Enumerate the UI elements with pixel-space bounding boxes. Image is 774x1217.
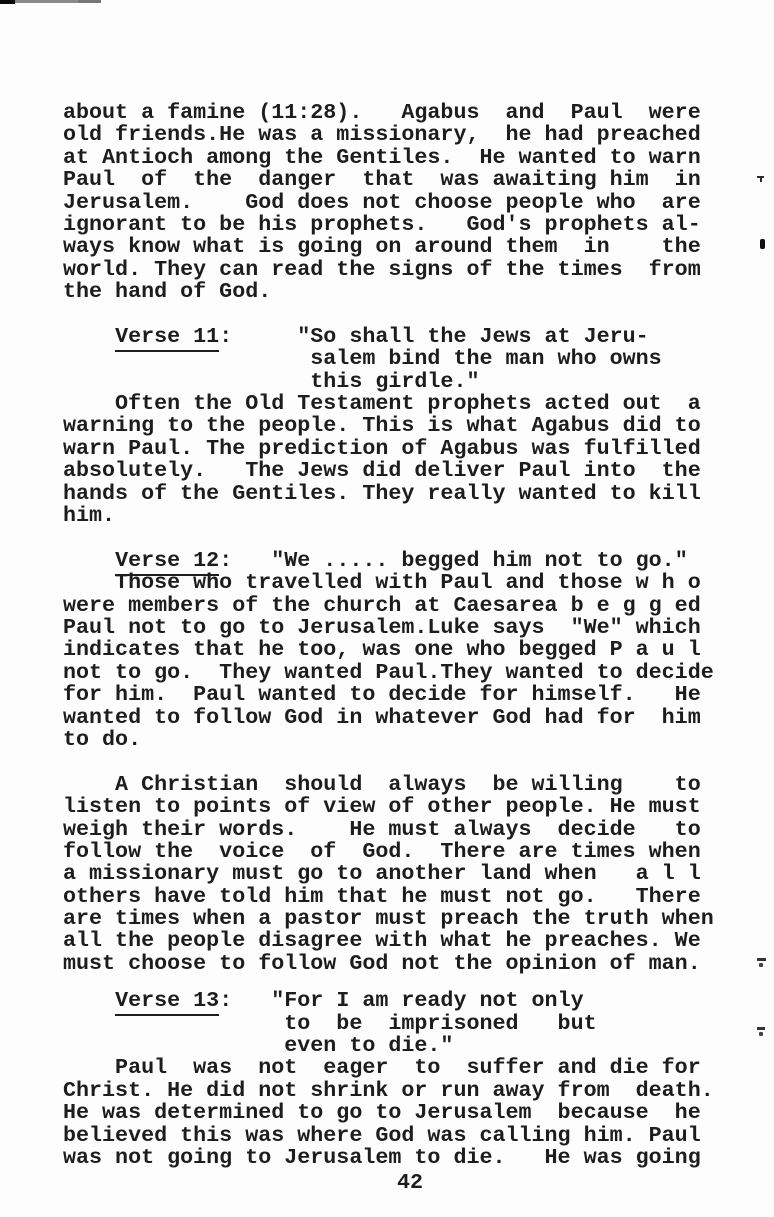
text-line: ignorant to be his prophets. God's prophets al- bbox=[63, 211, 701, 237]
paragraph-block bbox=[63, 102, 714, 304]
text-line: not to go. They wanted Paul.They wanted to decide bbox=[63, 659, 714, 685]
text-line: to be imprisoned but bbox=[63, 1010, 597, 1036]
verse-indent bbox=[63, 548, 115, 573]
verse-label: Verse 12 bbox=[115, 548, 219, 576]
text-line: this girdle." bbox=[63, 368, 480, 394]
scan-artifact-top-bar-black bbox=[0, 0, 15, 4]
text-line: weigh their words. He must always decide to bbox=[63, 816, 701, 842]
text-line: believed this was where God was calling him. Paul bbox=[63, 1122, 701, 1148]
verse-indent bbox=[63, 988, 115, 1013]
text-line: for him. Paul wanted to decide for himself. He bbox=[63, 682, 701, 708]
text-line: at Antioch among the Gentiles. He wanted to warn bbox=[63, 144, 701, 170]
verse-heading bbox=[63, 323, 714, 349]
page-text bbox=[63, 102, 714, 1169]
scan-artifact-margin-mark bbox=[760, 178, 762, 182]
text-line: even to die." bbox=[63, 1033, 454, 1059]
text-line: a missionary must go to another land when a l l bbox=[63, 861, 701, 887]
paragraph-block bbox=[63, 771, 714, 976]
text-line: was not going to Jerusalem to die. He was going bbox=[63, 1144, 701, 1170]
scan-artifact-margin-mark bbox=[759, 1032, 763, 1036]
text-line: Paul was not eager to suffer and die for bbox=[63, 1055, 701, 1081]
verse-indent bbox=[63, 324, 115, 349]
text-line: salem bind the man who owns bbox=[63, 346, 662, 372]
text-line: Often the Old Testament prophets acted out a bbox=[63, 391, 701, 417]
text-line: Paul of the danger that was awaiting him in bbox=[63, 167, 701, 193]
scan-artifact-top-bar-gray bbox=[15, 0, 78, 3]
text-line: are times when a pastor must preach the truth when bbox=[63, 906, 714, 932]
page-number: 42 bbox=[397, 1170, 424, 1195]
scan-artifact-top-bar-gray-2 bbox=[78, 0, 101, 3]
text-line: Those who travelled with Paul and those w h o bbox=[63, 570, 701, 596]
text-line: Paul not to go to Jerusalem.Luke says "We" which bbox=[63, 614, 701, 640]
verse-label: Verse 11 bbox=[115, 324, 219, 352]
text-line: Christ. He did not shrink or run away from death. bbox=[63, 1077, 714, 1103]
verse-heading bbox=[63, 990, 714, 1012]
text-line: old friends.He was a missionary, he had preached bbox=[63, 122, 701, 148]
text-line: listen to points of view of other people. He must bbox=[63, 794, 701, 820]
text-line: absolutely. The Jews did deliver Paul into the bbox=[63, 458, 701, 484]
text-line: were members of the church at Caesarea b e g g ed bbox=[63, 592, 701, 618]
text-line: warning to the people. This is what Agabus did to bbox=[63, 413, 701, 439]
verse-block bbox=[63, 323, 714, 529]
scan-artifact-margin-mark bbox=[759, 963, 763, 967]
text-line: to do. bbox=[63, 726, 142, 752]
verse-heading-rest: : "We ..... begged him not to go." bbox=[219, 547, 688, 573]
scan-artifact-margin-mark bbox=[757, 958, 766, 961]
verse-block bbox=[63, 547, 714, 752]
text-line: He was determined to go to Jerusalem because he bbox=[63, 1100, 701, 1126]
text-line: about a famine (11:28). Agabus and Paul were bbox=[63, 100, 701, 125]
text-line: world. They can read the signs of the times from bbox=[63, 256, 701, 282]
text-line: warn Paul. The prediction of Agabus was fulfilled bbox=[63, 435, 701, 461]
scan-artifact-margin-mark bbox=[757, 1027, 765, 1030]
text-line: wanted to follow God in whatever God had for him bbox=[63, 704, 701, 730]
text-line: follow the voice of God. There are times when bbox=[63, 838, 701, 864]
text-line: others have told him that he must not go. There bbox=[63, 883, 701, 909]
text-line: all the people disagree with what he preaches. We bbox=[63, 928, 701, 954]
text-line: indicates that he too, was one who begged P a u l bbox=[63, 637, 701, 663]
text-line: ways know what is going on around them in the bbox=[63, 234, 701, 260]
verse-heading-rest: : "For I am ready not only bbox=[219, 988, 584, 1014]
text-line: hands of the Gentiles. They really wanted to kill bbox=[63, 480, 701, 506]
verse-block bbox=[63, 990, 714, 1169]
text-line: Jerusalem. God does not choose people who are bbox=[63, 189, 701, 215]
text-line: must choose to follow God not the opinion of man. bbox=[63, 950, 701, 976]
verse-label: Verse 13 bbox=[115, 988, 219, 1016]
text-line: him. bbox=[63, 503, 116, 529]
text-line: the hand of God. bbox=[63, 279, 272, 305]
scan-artifact-margin-mark bbox=[760, 239, 765, 249]
verse-heading-rest: : "So shall the Jews at Jeru- bbox=[219, 323, 649, 349]
text-line: A Christian should always be willing to bbox=[63, 771, 701, 797]
verse-heading bbox=[63, 547, 714, 573]
